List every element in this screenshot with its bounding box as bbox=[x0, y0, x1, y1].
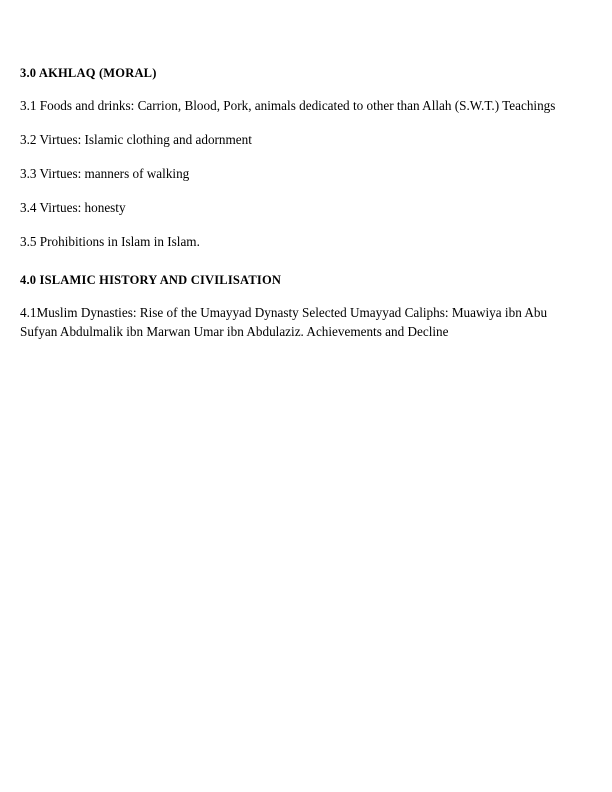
section-item-3-1: 3.1 Foods and drinks: Carrion, Blood, Pork, animals dedicated to other than Allah (S.W.T.) Teachings bbox=[20, 97, 556, 113]
section-item-3-4: 3.4 Virtues: honesty bbox=[20, 200, 126, 216]
section-heading-akhlaq: 3.0 AKHLAQ (MORAL) bbox=[20, 66, 157, 80]
section-item-4-1: 4.1Muslim Dynasties: Rise of the Umayyad Dynasty Selected Umayyad Caliphs: Muawiya ibn Abu Sufyan Abdulmalik ibn Marwan Umar ibn Abdulaziz. Achievements and Decline bbox=[20, 304, 548, 340]
document-body bbox=[20, 66, 572, 341]
section-item-3-2: 3.2 Virtues: Islamic clothing and adornment bbox=[20, 131, 252, 147]
section-item-3-5: 3.5 Prohibitions in Islam in Islam. bbox=[20, 234, 200, 250]
section-heading-islamic-history: 4.0 ISLAMIC HISTORY AND CIVILISATION bbox=[20, 273, 282, 288]
section-item-3-3: 3.3 Virtues: manners of walking bbox=[20, 165, 190, 181]
